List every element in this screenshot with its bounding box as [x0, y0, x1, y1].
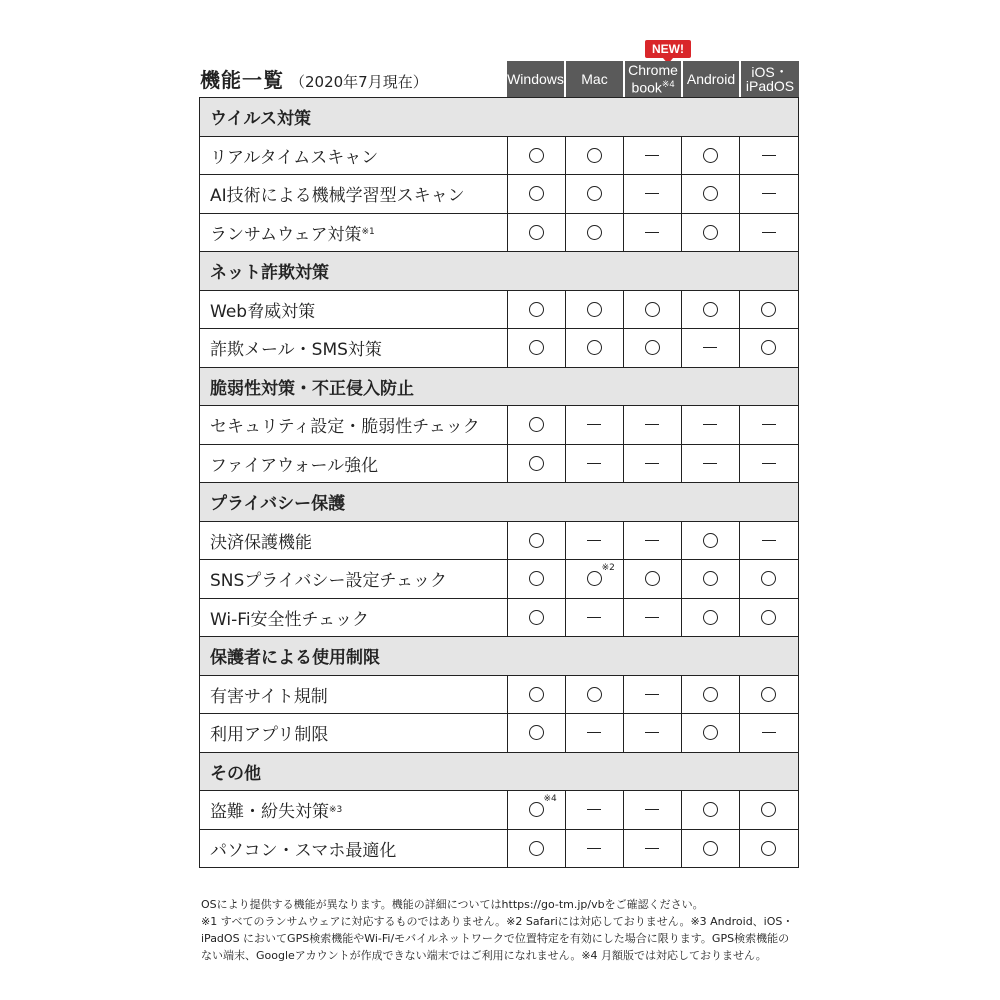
dash-icon [645, 463, 659, 464]
category-row: その他 [199, 753, 799, 792]
circle-icon [587, 302, 602, 317]
supported-mark [508, 830, 566, 868]
unsupported-mark [682, 406, 740, 444]
circle-icon [761, 302, 776, 317]
dash-icon [587, 809, 601, 810]
feature-row [199, 599, 799, 638]
unsupported-mark [740, 175, 798, 213]
mark-note: ※4 [543, 794, 557, 804]
feature-label: リアルタイムスキャン [200, 137, 508, 175]
feature-label: 詐欺メール・SMS対策 [200, 329, 508, 367]
supported-mark [566, 175, 624, 213]
footnote-line: iPadOS においてGPS検索機能やWi-Fi/モバイルネットワークで位置特定を有効にした場合に限ります。GPS検索機能の [201, 932, 790, 945]
circle-icon [529, 725, 544, 740]
dash-icon [587, 617, 601, 618]
footnote-line: ※1 すべてのランサムウェアに対応するものではありません。※2 Safariには対応しておりません。※3 Android、iOS・ [201, 915, 794, 928]
circle-icon [587, 225, 602, 240]
supported-mark [508, 329, 566, 367]
supported-mark [740, 599, 798, 637]
feature-row [199, 137, 799, 176]
feature-table [199, 97, 799, 868]
unsupported-mark [624, 676, 682, 714]
supported-mark [740, 560, 798, 598]
unsupported-mark [740, 137, 798, 175]
footnotes [201, 896, 801, 964]
supported-mark [566, 214, 624, 252]
unsupported-mark [624, 714, 682, 752]
feature-label: セキュリティ設定・脆弱性チェック [200, 406, 508, 444]
supported-mark [740, 791, 798, 829]
unsupported-mark [740, 522, 798, 560]
feature-row [199, 329, 799, 368]
column-header-mac: Mac [566, 61, 623, 97]
supported-mark [566, 676, 624, 714]
dash-icon [587, 463, 601, 464]
dash-icon [587, 732, 601, 733]
supported-mark [682, 830, 740, 868]
unsupported-mark [682, 329, 740, 367]
circle-icon [703, 225, 718, 240]
supported-mark [682, 214, 740, 252]
unsupported-mark [566, 791, 624, 829]
circle-icon [703, 841, 718, 856]
unsupported-mark [624, 791, 682, 829]
dash-icon [762, 155, 776, 156]
circle-icon [761, 687, 776, 702]
circle-icon [529, 571, 544, 586]
category-row: 脆弱性対策・不正侵入防止 [199, 368, 799, 407]
supported-mark [508, 137, 566, 175]
dash-icon [645, 617, 659, 618]
circle-icon [703, 533, 718, 548]
circle-icon [761, 571, 776, 586]
supported-mark [740, 830, 798, 868]
circle-icon [645, 340, 660, 355]
unsupported-mark [624, 445, 682, 483]
dash-icon [645, 732, 659, 733]
unsupported-mark [740, 445, 798, 483]
supported-mark [508, 291, 566, 329]
unsupported-mark [624, 599, 682, 637]
dash-icon [703, 347, 717, 348]
dash-icon [762, 463, 776, 464]
dash-icon [645, 694, 659, 695]
feature-row [199, 676, 799, 715]
dash-icon [762, 193, 776, 194]
dash-icon [645, 232, 659, 233]
circle-icon [703, 687, 718, 702]
supported-mark [682, 291, 740, 329]
supported-mark [740, 291, 798, 329]
supported-mark [508, 522, 566, 560]
dash-icon [762, 232, 776, 233]
feature-row [199, 522, 799, 561]
title-date: （2020年7月現在） [290, 73, 428, 91]
supported-mark [740, 676, 798, 714]
column-header-ios-ipados: iOS・ iPadOS [741, 61, 799, 97]
supported-mark [508, 406, 566, 444]
supported-mark [508, 445, 566, 483]
circle-icon [761, 802, 776, 817]
circle-icon [529, 841, 544, 856]
dash-icon [645, 193, 659, 194]
feature-row [199, 291, 799, 330]
supported-mark [508, 175, 566, 213]
dash-icon [645, 848, 659, 849]
feature-label: ファイアウォール強化 [200, 445, 508, 483]
circle-icon [587, 148, 602, 163]
supported-mark [566, 560, 624, 598]
title-main: 機能一覧 [200, 68, 284, 92]
page-title [200, 64, 428, 93]
supported-mark [682, 791, 740, 829]
feature-row [199, 560, 799, 599]
supported-mark [682, 137, 740, 175]
supported-mark [566, 137, 624, 175]
circle-icon [761, 841, 776, 856]
unsupported-mark [566, 522, 624, 560]
column-header-windows: Windows [507, 61, 564, 97]
unsupported-mark [740, 714, 798, 752]
column-header-android: Android [683, 61, 739, 97]
feature-row [199, 830, 799, 869]
dash-icon [645, 424, 659, 425]
unsupported-mark [682, 445, 740, 483]
category-row: 保護者による使用制限 [199, 637, 799, 676]
column-header-chromebook: Chrome book$^{※4}$ [625, 61, 681, 97]
supported-mark [682, 599, 740, 637]
unsupported-mark [566, 830, 624, 868]
dash-icon [762, 540, 776, 541]
feature-label: Web脅威対策 [200, 291, 508, 329]
circle-icon [529, 610, 544, 625]
feature-note: ※3 [329, 804, 343, 815]
dash-icon [762, 732, 776, 733]
unsupported-mark [624, 137, 682, 175]
feature-row [199, 175, 799, 214]
circle-icon [529, 225, 544, 240]
supported-mark [624, 560, 682, 598]
circle-icon [645, 302, 660, 317]
circle-icon [703, 302, 718, 317]
feature-label: 決済保護機能 [200, 522, 508, 560]
circle-icon [529, 802, 544, 817]
category-row: ウイルス対策 [199, 98, 799, 137]
supported-mark [624, 329, 682, 367]
supported-mark [740, 329, 798, 367]
circle-icon [529, 417, 544, 432]
circle-icon [587, 687, 602, 702]
dash-icon [703, 463, 717, 464]
supported-mark [566, 291, 624, 329]
supported-mark [682, 522, 740, 560]
feature-row [199, 445, 799, 484]
supported-mark [682, 714, 740, 752]
dash-icon [645, 809, 659, 810]
dash-icon [703, 424, 717, 425]
feature-label: 有害サイト規制 [200, 676, 508, 714]
feature-note: ※1 [361, 227, 375, 238]
circle-icon [529, 148, 544, 163]
feature-label: AI技術による機械学習型スキャン [200, 175, 508, 213]
feature-label: 利用アプリ制限 [200, 714, 508, 752]
circle-icon [529, 186, 544, 201]
circle-icon [703, 148, 718, 163]
feature-label: ランサムウェア対策 ※1 [200, 214, 508, 252]
dash-icon [645, 540, 659, 541]
feature-row [199, 791, 799, 830]
circle-icon [529, 456, 544, 471]
feature-label: Wi-Fi安全性チェック [200, 599, 508, 637]
unsupported-mark [624, 214, 682, 252]
unsupported-mark [624, 406, 682, 444]
supported-mark [508, 214, 566, 252]
circle-icon [761, 340, 776, 355]
supported-mark [508, 676, 566, 714]
footnote-line: ない端末、Googleアカウントが作成できない端末ではご利用になれません。※4 月額版では対応しておりません。 [201, 949, 767, 962]
supported-mark [508, 599, 566, 637]
feature-label: SNSプライバシー設定チェック [200, 560, 508, 598]
unsupported-mark [740, 214, 798, 252]
dash-icon [587, 540, 601, 541]
unsupported-mark [740, 406, 798, 444]
circle-icon [703, 802, 718, 817]
supported-mark [566, 329, 624, 367]
category-row: ネット詐欺対策 [199, 252, 799, 291]
category-row: プライバシー保護 [199, 483, 799, 522]
unsupported-mark [566, 714, 624, 752]
unsupported-mark [566, 599, 624, 637]
circle-icon [645, 571, 660, 586]
unsupported-mark [566, 445, 624, 483]
circle-icon [761, 610, 776, 625]
feature-row [199, 214, 799, 253]
feature-label: 盗難・紛失対策 ※3 [200, 791, 508, 829]
circle-icon [703, 571, 718, 586]
supported-mark [508, 560, 566, 598]
mark-note: ※2 [601, 563, 615, 573]
circle-icon [529, 533, 544, 548]
footnote-line: OSにより提供する機能が異なります。機能の詳細についてはhttps://go-tm.jp/vbをご確認ください。 [201, 898, 704, 911]
circle-icon [587, 340, 602, 355]
unsupported-mark [624, 175, 682, 213]
supported-mark [682, 560, 740, 598]
supported-mark [508, 791, 566, 829]
unsupported-mark [566, 406, 624, 444]
supported-mark [682, 175, 740, 213]
dash-icon [587, 848, 601, 849]
circle-icon [703, 725, 718, 740]
unsupported-mark [624, 522, 682, 560]
new-badge: NEW! [645, 40, 691, 58]
supported-mark [624, 291, 682, 329]
supported-mark [508, 714, 566, 752]
feature-row [199, 714, 799, 753]
supported-mark [682, 676, 740, 714]
circle-icon [587, 571, 602, 586]
circle-icon [529, 340, 544, 355]
circle-icon [703, 186, 718, 201]
feature-label: パソコン・スマホ最適化 [200, 830, 508, 868]
circle-icon [529, 687, 544, 702]
circle-icon [703, 610, 718, 625]
dash-icon [587, 424, 601, 425]
feature-row [199, 406, 799, 445]
dash-icon [645, 155, 659, 156]
circle-icon [587, 186, 602, 201]
unsupported-mark [624, 830, 682, 868]
circle-icon [529, 302, 544, 317]
dash-icon [762, 424, 776, 425]
platform-header-row [507, 61, 801, 97]
